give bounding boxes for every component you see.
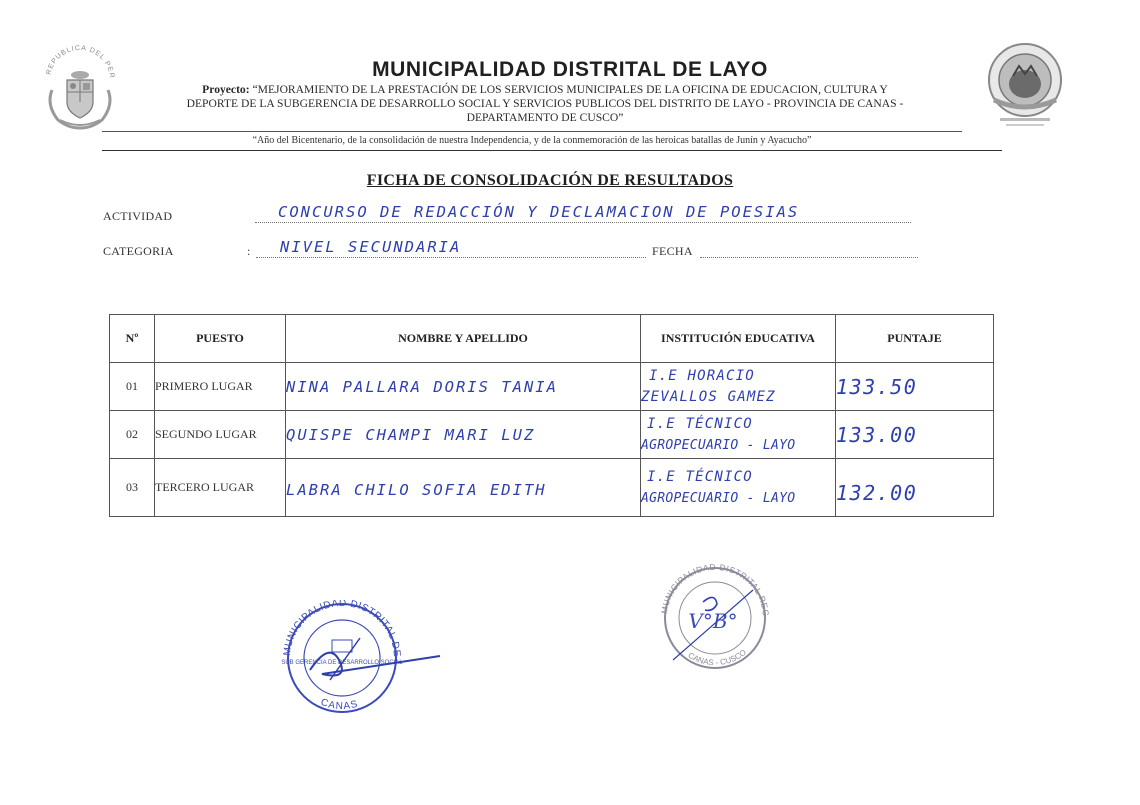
actividad-value: CONCURSO DE REDACCIÓN Y DECLAMACION DE POESIAS [278, 203, 800, 221]
row-puntaje-value: 133.50 [836, 374, 918, 399]
project-line-3: DEPARTAMENTO DE CUSCO” [466, 111, 624, 124]
right-stamp-bottom-text: CANAS - CUSCO [686, 647, 748, 668]
header-divider-top [102, 131, 962, 132]
row-institucion-line-1: I.E TÉCNICO [647, 468, 753, 485]
row-nombre [286, 363, 641, 411]
row-nombre [286, 459, 641, 517]
row-institucion [641, 459, 836, 517]
form-heading: FICHA DE CONSOLIDACIÓN DE RESULTADOS [366, 172, 734, 189]
row-puntaje-value: 132.00 [836, 480, 918, 505]
header-institucion: INSTITUCIÓN EDUCATIVA [641, 315, 836, 363]
actividad-label: ACTIVIDAD [103, 209, 173, 223]
header-puntaje: PUNTAJE [836, 315, 994, 363]
header-nombre: NOMBRE Y APELLIDO [286, 315, 641, 363]
project-description [130, 83, 960, 125]
row-institucion-line-2: AGROPECUARIO - LAYO [641, 437, 796, 453]
layo-district-crest-icon [980, 34, 1070, 134]
right-official-stamp [655, 560, 775, 680]
left-stamp-ring-text: MUNICIPALIDAD DISTRITAL DE [281, 600, 403, 658]
row-puntaje-value: 133.00 [836, 422, 918, 447]
page-title: MUNICIPALIDAD DISTRITAL DE LAYO [372, 58, 768, 81]
row-institucion [641, 411, 836, 459]
row-institucion [641, 363, 836, 411]
categoria-dotted-line [256, 257, 646, 258]
left-seal-text: REPUBLICA DEL PER [45, 44, 116, 80]
project-line-2: DEPORTE DE LA SUBGERENCIA DE DESARROLLO SOCIAL Y SERVICIOS PUBLICOS DEL DISTRITO DE LAYO - PROVINCIA DE CANAS - [186, 97, 904, 110]
results-table [109, 314, 994, 517]
row-num: 01 [110, 363, 155, 411]
right-stamp-center-text: V°B° [688, 609, 738, 633]
header-num: Nº [110, 315, 155, 363]
right-stamp-ring-text: MUNICIPALIDAD DISTRITAL REG [659, 561, 772, 617]
left-stamp-center-text: SUB GERENCIA DE DESARROLLO SOCIAL [281, 660, 403, 666]
table-header-row [110, 315, 994, 363]
actividad-dotted-line [255, 222, 911, 223]
fecha-label: FECHA [652, 244, 693, 258]
svg-text:MUNICIPALIDAD DISTRITAL DE LAY [270, 600, 402, 657]
row-puntaje [836, 459, 994, 517]
left-official-stamp [270, 600, 450, 720]
categoria-label: CATEGORIA [103, 244, 174, 258]
row-nombre [286, 411, 641, 459]
row-institucion-line-2: ZEVALLOS GAMEZ [641, 388, 776, 405]
row-puntaje [836, 363, 994, 411]
row-nombre-value: LABRA CHILO SOFIA EDITH [286, 480, 547, 499]
project-line-1: “MEJORAMIENTO DE LA PRESTACIÓN DE LOS SERVICIOS MUNICIPALES DE LA OFICINA DE EDUCACION, CULTURA Y [252, 83, 888, 96]
categoria-value: NIVEL SECUNDARIA [280, 238, 462, 256]
year-motto: “Año del Bicentenario, de la consolidación de nuestra Independencia, y de la conmemoración de las heroicas batallas de Junín y Ayacucho” [252, 135, 812, 146]
header-divider-bottom [102, 150, 1002, 151]
row-institucion-line-1: I.E HORACIO [649, 367, 755, 384]
row-puesto: PRIMERO LUGAR [155, 363, 286, 411]
project-label: Proyecto: [202, 83, 250, 96]
categoria-colon: : [247, 244, 251, 258]
table-row [110, 459, 994, 517]
peru-coat-of-arms-icon [40, 40, 120, 135]
row-puntaje [836, 411, 994, 459]
row-nombre-value: QUISPE CHAMPI MARI LUZ [286, 425, 536, 444]
row-num: 02 [110, 411, 155, 459]
row-institucion-line-1: I.E TÉCNICO [647, 415, 753, 432]
fecha-dotted-line [700, 257, 918, 258]
header-puesto: PUESTO [155, 315, 286, 363]
left-stamp-bottom-text: CANAS [319, 696, 360, 713]
row-nombre-value: NINA PALLARA DORIS TANIA [286, 377, 558, 396]
table-row [110, 411, 994, 459]
row-puesto: TERCERO LUGAR [155, 459, 286, 517]
row-puesto: SEGUNDO LUGAR [155, 411, 286, 459]
table-row [110, 363, 994, 411]
row-num: 03 [110, 459, 155, 517]
row-institucion-line-2: AGROPECUARIO - LAYO [641, 490, 796, 506]
